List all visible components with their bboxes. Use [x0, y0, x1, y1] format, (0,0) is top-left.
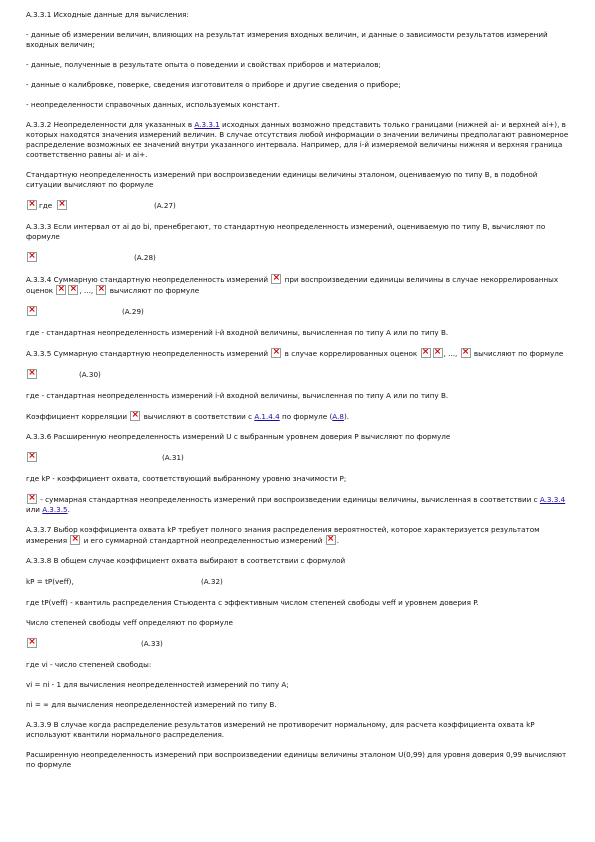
formula-image-icon	[130, 411, 140, 421]
formula-image-icon	[96, 285, 106, 295]
formula-a31	[26, 452, 571, 464]
paragraph-text: вычисляют в соответствии с	[141, 412, 255, 421]
paragraph-a-3-3-4	[26, 274, 571, 296]
equation-number: (A.32)	[201, 577, 223, 586]
paragraph-text: при воспроизведении единицы величины в случае некоррелированных оценок	[26, 275, 559, 295]
equation-number: (A.28)	[134, 253, 156, 262]
link-a-3-3-5[interactable]: A.3.3.5	[42, 505, 68, 514]
formula-image-icon	[57, 200, 67, 210]
formula-a29	[26, 306, 571, 318]
formula-a27	[26, 200, 571, 212]
paragraph-expanded-uncertainty: Расширенную неопределенность измерений при воспроизведении единицы величины эталоном U(0,99) для уровня доверия 0,99 вычисляют по формуле	[26, 750, 567, 769]
paragraph-text: .	[336, 536, 339, 545]
paragraph-type-b-intro: Стандартную неопределенность измерений при воспроизведении единицы величины эталоном, оцениваемую по типу В, в подобной ситуации вычисляют по формуле	[26, 170, 538, 189]
formula-a28	[26, 252, 571, 264]
paragraph-text: по формуле (	[279, 412, 333, 421]
formula-image-icon	[271, 348, 281, 358]
formula-image-icon	[27, 494, 37, 504]
equation-number: (A.31)	[162, 453, 184, 462]
paragraph-text: - суммарная стандартная неопределенность измерений при воспроизведении единицы величины, вычисленная в соответствии с	[38, 495, 540, 504]
paragraph-text: , ...,	[443, 349, 460, 358]
paragraph-text: A.3.3.7 Выбор коэффициента охвата kP требует полного знания распределения вероятностей, которое характеризуется результатом измерения	[26, 525, 540, 545]
paragraph-a-3-3-5	[26, 348, 571, 359]
list-item-calibration-data: - данные о калибровке, поверке, сведения изготовителя о приборе и другие сведения о приборе;	[26, 80, 401, 89]
paragraph-correlation-coefficient	[26, 411, 571, 422]
paragraph-text: A.3.3.5 Суммарную стандартную неопределенность измерений	[26, 349, 271, 358]
formula-a32	[26, 576, 571, 588]
paragraph-text: или	[26, 505, 43, 514]
paragraph-where-tp: где tP(veff) - квантиль распределения Стьюдента с эффективным числом степеней свободы veff и уровнем доверия P.	[26, 598, 479, 607]
paragraph-a-3-3-6: A.3.3.6 Расширенную неопределенность измерений U с выбранным уровнем доверия P вычисляют по формуле	[26, 432, 451, 441]
formula-image-icon	[70, 535, 80, 545]
paragraph-a-3-3-2	[26, 120, 571, 160]
link-a-1-4-4[interactable]: A.1.4.4	[254, 412, 280, 421]
paragraph-text: , ...,	[79, 286, 96, 295]
formula-image-icon	[27, 369, 37, 379]
formula-image-icon	[271, 274, 281, 284]
document-body	[26, 10, 571, 780]
formula-image-icon	[461, 348, 471, 358]
paragraph-where-vi: где vi - число степеней свободы:	[26, 660, 152, 669]
equation-number: (A.29)	[122, 307, 144, 316]
equation-number: (A.27)	[154, 201, 176, 210]
formula-where-label: где	[39, 201, 53, 210]
link-a-3-3-4[interactable]: A.3.3.4	[539, 495, 566, 504]
paragraph-text: A.3.3.2 Неопределенности для указанных в	[26, 120, 195, 129]
link-a-8[interactable]: A.8	[332, 412, 344, 421]
paragraph-a-3-3-3: A.3.3.3 Если интервал от ai до bi, пренебрегают, то стандартную неопределенность измерений, оцениваемую по типу В, вычисляют по формуле	[26, 222, 546, 241]
paragraph-combined-uncertainty-def	[26, 494, 571, 515]
formula-a33	[26, 638, 571, 650]
formula-kp-text: kP = tP(veff),	[26, 577, 74, 586]
paragraph-text: Коэффициент корреляции	[26, 412, 130, 421]
list-item-experience-data: - данные, полученные в результате опыта о поведении и свойствах приборов и материалов;	[26, 60, 381, 69]
paragraph-text: A.3.3.4 Суммарную стандартную неопределенность измерений	[26, 275, 271, 284]
paragraph-where-ui-a30: где - стандартная неопределенность измерений i-й входной величины, вычисленная по типу А или по типу В.	[26, 391, 449, 400]
paragraph-veff-intro: Число степеней свободы veff определяют по формуле	[26, 618, 233, 627]
paragraph-text: в случае коррелированных оценок	[282, 349, 420, 358]
paragraph-ni-type-b: ni = ∞ для вычисления неопределенностей измерений по типу В.	[26, 700, 277, 709]
list-item-influence-data: - данные об измерении величин, влияющих на результат измерения входных величин, и данные о зависимости результатов измерений входных величин;	[26, 30, 548, 49]
formula-a30	[26, 369, 571, 381]
formula-image-icon	[27, 200, 37, 210]
formula-image-icon	[421, 348, 431, 358]
section-a-3-3-1-heading: A.3.3.1 Исходные данные для вычисления:	[26, 10, 189, 19]
paragraph-text: исходных данных возможно представить только границами (нижней ai- и верхней ai+), в которых находятся значения измерений величин. В случае отсутствия любой информации о значении величины предполагают равномерное распределение возможных ее значений внутри указанного интервала. Например, для i-й измеряемой величины нижняя и верхняя граница соответственно равны ai- и ai+.	[26, 120, 569, 159]
formula-image-icon	[68, 285, 78, 295]
formula-image-icon	[27, 638, 37, 648]
paragraph-vi-type-a: vi = ni - 1 для вычисления неопределенностей измерений по типу А;	[26, 680, 289, 689]
equation-number: (A.30)	[79, 370, 101, 379]
formula-image-icon	[326, 535, 336, 545]
formula-image-icon	[27, 252, 37, 262]
paragraph-a-3-3-7	[26, 525, 571, 546]
list-item-reference-uncertainty: - неопределенности справочных данных, используемых констант.	[26, 100, 280, 109]
paragraph-a-3-3-9: A.3.3.9 В случае когда распределение результатов измерений не противоречит нормальному, для расчета коэффициента охвата kP используют квантили нормального распределения.	[26, 720, 535, 739]
paragraph-text: .	[67, 505, 70, 514]
formula-image-icon	[56, 285, 66, 295]
formula-image-icon	[27, 306, 37, 316]
paragraph-text: и его суммарной стандартной неопределенностью измерений	[81, 536, 325, 545]
paragraph-text: ).	[343, 412, 350, 421]
paragraph-a-3-3-8: A.3.3.8 В общем случае коэффициент охвата выбирают в соответствии с формулой	[26, 556, 346, 565]
equation-number: (A.33)	[141, 639, 163, 648]
paragraph-where-ui-a29: где - стандартная неопределенность измерений i-й входной величины, вычисленная по типу А или по типу В.	[26, 328, 449, 337]
formula-image-icon	[433, 348, 443, 358]
paragraph-where-kp: где kP - коэффициент охвата, соответствующий выбранному уровню значимости P;	[26, 474, 347, 483]
link-a-3-3-1[interactable]: A.3.3.1	[194, 120, 220, 129]
formula-image-icon	[27, 452, 37, 462]
paragraph-text: вычисляют по формуле	[471, 349, 564, 358]
paragraph-text: вычисляют по формуле	[107, 286, 200, 295]
